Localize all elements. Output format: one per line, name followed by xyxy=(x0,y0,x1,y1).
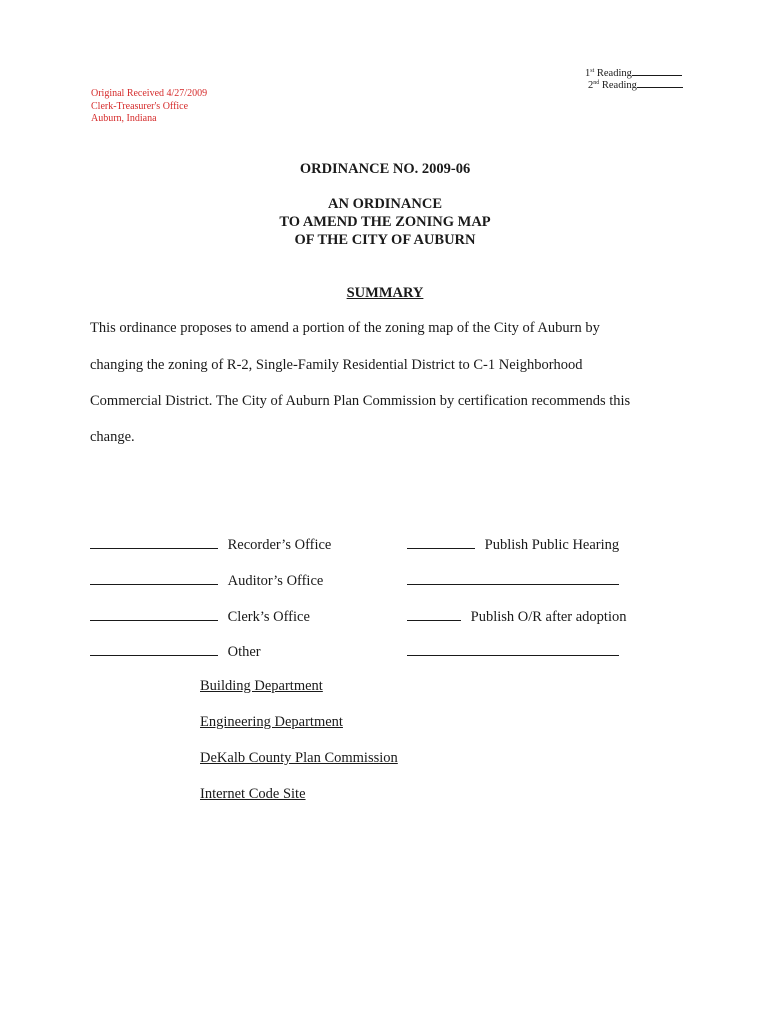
routing-left-row xyxy=(90,571,323,590)
routing-label: Publish Public Hearing xyxy=(484,537,620,553)
first-reading: 1st Reading xyxy=(585,65,682,80)
ordinance-number: ORDINANCE NO. 2009-06 xyxy=(299,161,471,177)
routing-right-row xyxy=(407,571,619,590)
summary-heading: SUMMARY xyxy=(346,285,424,301)
routing-right-row xyxy=(407,535,619,554)
summary-line-3: Commercial District. The City of Auburn Plan Commission by certification recommends this xyxy=(90,393,631,409)
signature-blank xyxy=(407,607,461,621)
routing-right-row xyxy=(407,642,619,661)
routing-label: Auditor’s Office xyxy=(227,573,324,589)
title-line-3: OF THE CITY OF AUBURN xyxy=(294,232,476,248)
routing-label: Clerk’s Office xyxy=(227,609,310,625)
title-line-2: TO AMEND THE ZONING MAP xyxy=(279,214,491,230)
routing-left-row xyxy=(90,535,331,554)
distribution-engineering: Engineering Department xyxy=(200,714,343,730)
first-reading-blank xyxy=(632,66,682,76)
signature-blank xyxy=(407,642,619,656)
signature-blank xyxy=(90,607,218,621)
second-reading-blank xyxy=(637,78,683,88)
distribution-internet: Internet Code Site xyxy=(200,786,306,802)
signature-blank xyxy=(407,571,619,585)
routing-right-row xyxy=(407,607,627,626)
routing-left-row xyxy=(90,607,310,626)
distribution-dekalb: DeKalb County Plan Commission xyxy=(200,750,398,766)
distribution-building: Building Department xyxy=(200,678,323,694)
routing-label: Publish O/R after adoption xyxy=(470,609,627,625)
routing-label: Recorder’s Office xyxy=(227,537,332,553)
stamp-office: Clerk-Treasurer's Office xyxy=(91,100,189,112)
second-reading: 2nd Reading xyxy=(588,77,683,92)
routing-left-row xyxy=(90,642,261,661)
received-stamp xyxy=(91,88,207,126)
summary-line-2: changing the zoning of R-2, Single-Family Residential District to C-1 Neighborhood xyxy=(90,357,583,373)
stamp-date: Original Received 4/27/2009 xyxy=(91,88,208,99)
signature-blank xyxy=(90,571,218,585)
routing-label: Other xyxy=(227,644,261,660)
signature-blank xyxy=(90,535,218,549)
signature-blank xyxy=(90,642,218,656)
summary-line-1: This ordinance proposes to amend a portion of the zoning map of the City of Auburn by xyxy=(90,320,600,336)
title-line-1: AN ORDINANCE xyxy=(328,196,442,212)
summary-line-4: change. xyxy=(90,429,135,445)
signature-blank xyxy=(407,535,475,549)
stamp-location: Auburn, Indiana xyxy=(91,113,157,124)
